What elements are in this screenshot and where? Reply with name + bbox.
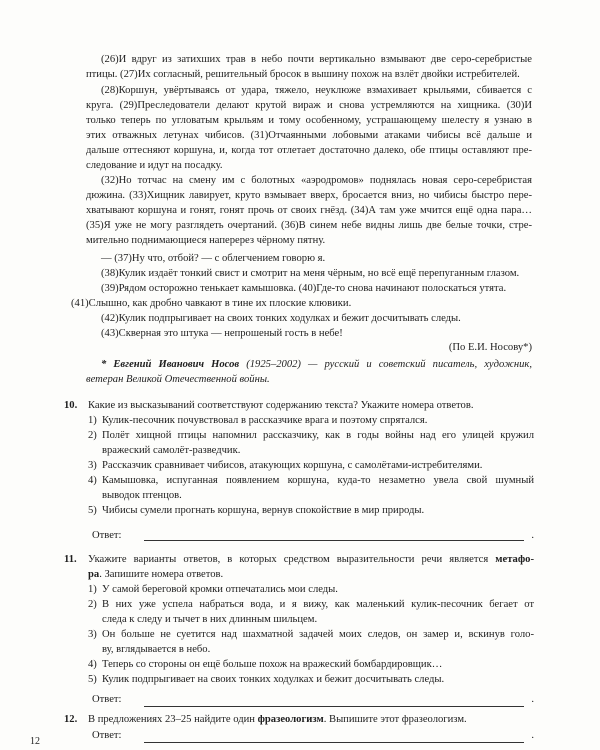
option-text: Чибисы сумели прогнать коршуна, вернув спокойствие в мир природы. xyxy=(102,505,425,516)
text-line: круга. (29)Преследователи делают крутой вираж и снова устремляются на хищника. (30)И xyxy=(86,100,532,111)
question-keyword: фразеологизм xyxy=(257,714,324,725)
option-number: 2) xyxy=(88,430,97,441)
option-number: 4) xyxy=(88,659,97,670)
option-number: 5) xyxy=(88,505,97,516)
option-number: 5) xyxy=(88,674,97,685)
question-line: Какие из высказываний соответствуют содержанию текста? Укажите номера ответов. xyxy=(88,400,474,411)
task-10-answer-row xyxy=(64,528,534,546)
task-11-answer-field[interactable] xyxy=(88,694,534,710)
option-text: вражеский самолёт-разведчик. xyxy=(102,445,241,456)
text-line: (39)Рядом осторожно тенькает камышовка. (40)Где-то снова начинают полоскаться утята. xyxy=(101,283,507,294)
task-question xyxy=(88,398,534,413)
answer-label: Ответ: xyxy=(92,730,122,741)
text-line-37 xyxy=(86,251,532,266)
author-footnote xyxy=(86,358,532,387)
task-12-answer-field[interactable] xyxy=(88,730,534,746)
option-number: 3) xyxy=(88,629,97,640)
text-line: (35)Я уже не могу разглядеть очертаний. (36)В синем небе видны лишь две белые точки, стре- xyxy=(86,220,532,231)
answer-line[interactable] xyxy=(144,742,524,743)
question-line xyxy=(88,567,534,582)
question-text: . Запишите номера ответов. xyxy=(99,569,224,580)
text-line: (42)Кулик подпрыгивает на своих тонких ходулках и бежит досчитывать следы. xyxy=(101,313,461,324)
text-line: только теперь по угловатым крыльям и тому особенному, устрашающему шелесту я узнаю в xyxy=(86,115,532,126)
text-line: птицы. (27)Их согласный, решительный бросок в вышину похож на взлёт двойки истребителей. xyxy=(86,69,520,80)
text-line: (41)Слышно, как дробно чавкают в тине их плоские клювики. xyxy=(71,298,352,309)
option-text: ву, вглядывается в небо. xyxy=(102,644,211,655)
task-number: 10. xyxy=(64,400,78,411)
answer-period: . xyxy=(531,694,534,705)
option-number: 1) xyxy=(88,584,97,595)
task-number: 12. xyxy=(64,714,78,725)
task-question xyxy=(88,552,534,582)
answer-line[interactable] xyxy=(144,706,524,707)
text-line: этих отважных летунах чибисов. (31)Отчаянными лобовыми атаками чибисы всё дальше и xyxy=(86,130,532,141)
text-line: хватывают коршуна и гонят, гонят прочь от своих гнёзд. (34)А там уже мчится ещё одна пара… xyxy=(86,205,532,216)
text-line-38 xyxy=(86,266,532,281)
task-10-answer-field[interactable] xyxy=(88,528,534,544)
text-line: следование и идут на посадку. xyxy=(86,160,223,171)
answer-line[interactable] xyxy=(144,540,524,541)
text-line: (28)Коршун, увёртываясь от удара, тяжело, неуклюже взмахивает крыльями, сбивается с xyxy=(101,85,532,96)
question-keyword: метафо- xyxy=(495,554,534,565)
task-question xyxy=(88,714,467,725)
text-line: (43)Скверная это штука — непрошеный гость в небе! xyxy=(101,328,343,339)
option-text: Камышовка, испуганная появлением коршуна, куда-то незаметно увела свой шумный xyxy=(102,475,534,486)
source-attribution: (По Е.И. Носову*) xyxy=(448,342,532,353)
task-10 xyxy=(64,398,534,508)
footnote-line: ветеран Великой Отечественной войны. xyxy=(86,373,270,385)
text-line-39 xyxy=(86,281,532,296)
option-text: Кулик-песочник почувствовал в рассказчике врага и поэтому спрятался. xyxy=(102,415,428,426)
task-number: 11. xyxy=(64,554,77,565)
option-number: 3) xyxy=(88,460,97,471)
question-text: Укажите варианты ответов, в которых средством выразительности речи является xyxy=(88,554,496,565)
text-line-41 xyxy=(71,296,532,311)
answer-period: . xyxy=(531,530,534,541)
option-number: 1) xyxy=(88,415,97,426)
footnote-line xyxy=(86,358,532,373)
option-text: У самой береговой кромки отпечатались мои следы. xyxy=(102,584,338,595)
text-line: дюжина. (33)Хищник лавирует, круто взмывает вверх, бросается вниз, но чибисы быстро пере- xyxy=(86,190,532,201)
option-text: следа к следу и тычет в них длинным шильцем. xyxy=(102,614,318,625)
text-line: (32)Но тотчас на смену им с болотных «аэродромов» поднялась новая серо-серебристая xyxy=(101,175,532,186)
option-text: Теперь со стороны он ещё больше похож на вражеский бомбардировщик… xyxy=(102,659,443,670)
question-line xyxy=(88,552,534,567)
text-line-43 xyxy=(86,326,532,341)
text-line-42 xyxy=(86,311,532,326)
text-paragraph-32 xyxy=(86,173,532,248)
task-10-option-5-row xyxy=(64,503,534,519)
text-line: дальше оттесняют коршуна, и, когда тот отлетает достаточно далеко, обе птицы оставляют пре- xyxy=(86,145,532,156)
option-text: выводок птенцов. xyxy=(102,490,182,501)
footnote-text: (1925–2002) — русский и советский писатель, художник, xyxy=(239,359,532,370)
option-text: В них уже успела набраться вода, и я вижу, как маленький кулик-песочник бегает от xyxy=(102,599,534,610)
answer-label: Ответ: xyxy=(92,530,122,541)
text-paragraph-26 xyxy=(86,52,532,82)
question-text: . Выпишите этот фразеологизм. xyxy=(323,714,467,725)
question-text: В предложениях 23–25 найдите один xyxy=(88,714,258,725)
text-line: — (37)Ну что, отбой? — с облегчением говорю я. xyxy=(101,253,326,264)
option-number: 4) xyxy=(88,475,97,486)
option-text: Кулик подпрыгивает на своих тонких ходулках и бежит досчитывать следы. xyxy=(102,674,445,685)
text-line: мительно поднимающиеся наперерез чёрному пятну. xyxy=(86,235,326,246)
text-paragraph-28 xyxy=(86,83,532,173)
answer-period: . xyxy=(531,730,534,741)
answer-label: Ответ: xyxy=(92,694,122,705)
option-text: Полёт хищной птицы напомнил рассказчику, как в годы войны над его улицей кружил xyxy=(102,430,534,441)
text-line: (26)И вдруг из затихших трав в небо почти вертикально взмывают две серо-серебристые xyxy=(101,54,532,65)
option-number: 2) xyxy=(88,599,97,610)
page-number: 12 xyxy=(30,736,40,747)
option-text: Он больше не суетится над шахматной задачей моих следов, он замер и, вскинув голо- xyxy=(102,629,534,640)
text-line: (38)Кулик издаёт тонкий свист и смотрит на меня чёрным, но всё ещё перепуганным глазом. xyxy=(101,268,520,279)
question-keyword-end: ра xyxy=(88,569,100,580)
footnote-author-name: * Евгений Иванович Носов xyxy=(101,359,240,370)
option-text: Рассказчик сравнивает чибисов, атакующих коршуна, с самолётами-истребителями. xyxy=(102,460,483,471)
